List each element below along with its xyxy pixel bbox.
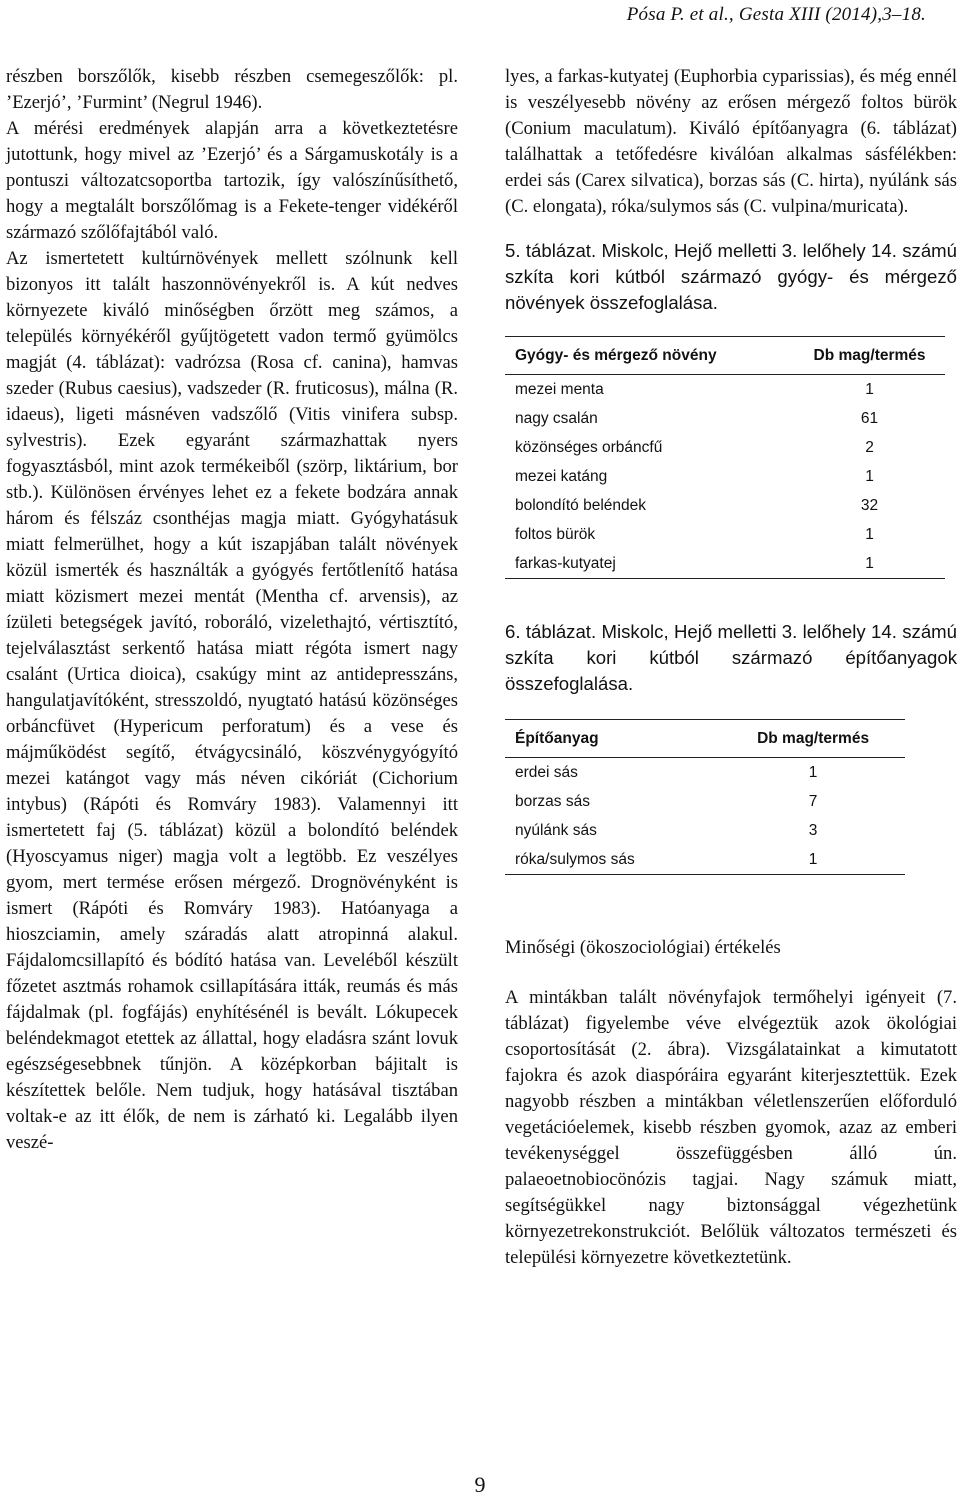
table5-header-count: Db mag/termés — [784, 337, 945, 375]
table5 — [505, 336, 945, 579]
table5-cell-name: mezei katáng — [515, 467, 608, 485]
running-header: Pósa P. et al., Gesta XIII (2014),3–18. — [626, 4, 926, 25]
table5-cell-count: 1 — [865, 467, 874, 485]
table6-cell-count: 1 — [711, 845, 905, 875]
paragraph-continuation: részben borszőlők, kisebb részben csemegeszőlők: pl. ’Ezerjó’, ’Furmint’ (Negrul 1946). — [6, 66, 458, 113]
table5-cell-name: bolondító beléndek — [515, 496, 647, 514]
table-row — [505, 491, 945, 520]
paragraph-continued-toxic-plants: lyes, a farkas-kutyatej (Euphorbia cyparissias), és még ennél is veszélyesebb növény az erősen mérgező foltos bürök (Conium maculatum). Kiváló építőanyagra (6. táblázat) találhattak a tetőfedésre kiválóan alkalmas sásfélékben: erdei sás (Carex silvatica), borzas sás (C. hirta), nyúlánk sás (C. elongata), róka/sulymos sás (C. vulpina/muricata). — [505, 66, 957, 217]
table-row — [505, 462, 945, 491]
table-row — [505, 845, 905, 875]
table-row — [505, 520, 945, 549]
table6-caption: 6. táblázat. Miskolc, Hejő melletti 3. lelőhely 14. számú szkíta kori kútból származó építőanyagok összefoglalása. — [505, 621, 957, 694]
right-column — [505, 64, 957, 1271]
table-row — [505, 787, 905, 816]
table5-cell-name: nagy csalán — [515, 409, 598, 427]
table5-cell-count: 1 — [865, 525, 874, 543]
table6-header-material: Építőanyag — [505, 720, 711, 758]
table6-header-count: Db mag/termés — [711, 720, 905, 758]
table-row — [505, 549, 945, 579]
table6-cell-count: 1 — [808, 763, 818, 781]
table-row — [505, 816, 905, 845]
table-row — [505, 433, 945, 462]
table6 — [505, 719, 905, 875]
table-row — [505, 375, 945, 405]
table5-cell-name: mezei menta — [515, 380, 604, 398]
table5-cell-count: 32 — [860, 496, 879, 514]
table-row — [505, 758, 905, 788]
table6-cell-name: nyúlánk sás — [515, 821, 597, 839]
table5-caption: 5. táblázat. Miskolc, Hejő melletti 3. lelőhely 14. számú szkíta kori kútból származó gyógy- és mérgező növények összefoglalása. — [505, 240, 957, 313]
table6-cell-name: erdei sás — [515, 763, 578, 781]
table5-cell-count: 1 — [784, 549, 945, 579]
table6-cell-name: borzas sás — [515, 792, 590, 810]
paragraph-qualitative-evaluation: A mintákban talált növényfajok termőhelyi igényeit (7. táblázat) figyelembe véve elvégeztük azok ökológiai csoportosítását (2. ábra). Vizsgálatainkat a kimutatott fajokra és azok diaspóráira egyaránt kiterjesztettük. Ezek nagyobb részben a mintákban véletlenszerűen előforduló vegetációelemek, kisebb részben gyomok, azaz az emberi tevékenységgel összefüggésben álló ún. palaeoetnobiocönózis tagjai. Nagy számuk miatt, segítségükkel nagy biztonsággal végezhetünk környezetrekonstrukciót. Belőlük változatos természeti és települési környezetre következtetünk. — [505, 987, 957, 1268]
table6-cell-count: 7 — [808, 792, 818, 810]
table5-cell-name: közönséges orbáncfű — [515, 438, 663, 456]
table5-cell-name: foltos bürök — [515, 525, 596, 543]
paragraph-useful-plants: Az ismertetett kultúrnövények mellett szólnunk kell bizonyos itt talált haszonnövényekről is. A kút nedves környezete kiváló minőségben őrzött meg számos, a település környékéről gyűjtögetett vadon termő gyümölcs magját (4. táblázat): vadrózsa (Rosa cf. canina), hamvas szeder (Rubus caesius), vadszeder (R. fruticosus), málna (R. idaeus), ligeti másnéven vadszőlő (Vitis vinifera subsp. sylvestris). Ezek egyaránt származhattak nyers fogyasztásból, mint azok termékeiből (szörp, liktárium, bor stb.). Különösen érvényes lehet ez a fekete bodzára annak három és félszáz csonthéjas magja miatt. Gyógyhatásuk miatt felmerülhet, hogy a kút iszapjában talált növények közül ismerték és használták a gyógyés fertőtlenítő hatása miatt közismert mezei mentát (Mentha cf. arvensis), az ízületi betegségek javító, roboráló, vizelethajtó, vértisztító, tejelválasztást serkentő hatása miatt régóta ismert nagy csalánt (Urtica dioica), csakúgy mint az antidepresszáns, hangulatjavítóként, stresszoldó, nyugtató hatású közönséges orbáncfüvet (Hypericum perforatum) és a vese és májműködést segítő, étvágycsináló, köszvénygyógyító mezei katángot vagy más néven cikóriát (Cichorium intybus) (Rápóti és Romváry 1983). Valamennyi itt ismertetett faj (5. táblázat) közül a bolondító beléndek (Hyoscyamus niger) magja volt a legtöbb. Ez veszélyes gyom, mert termése erősen mérgező. Drognövényként is ismert (Rápóti és Romváry 1983). Hatóanyaga a hioszciamin, amely száradás alatt atropinná alakul. Fájdalomcsillapító és bódító hatása van. Leveléből készült főzetet asztmás rohamok csillapítására itták, reumás és más fájdalmak (pl. fogfájás) enyhítésénél is bevált. Lókupecek beléndekmagot etettek az állattal, hogy eladásra szánt lovuk egészségesebbnek tűnjön. A középkorban bájitalt is készítettek belőle. Nem tudjuk, hogy hatásával tisztában voltak-e az itt élők, de nem is zárható ki. Legalább ilyen veszé- — [6, 248, 458, 1153]
table5-cell-count: 2 — [865, 438, 874, 456]
section-title: Minőségi (ökoszociológiai) értékelés — [505, 937, 781, 958]
table5-cell-count: 61 — [860, 409, 879, 427]
table5-cell-name: farkas-kutyatej — [505, 549, 784, 579]
left-column — [6, 64, 458, 1156]
table5-header-plant: Gyógy- és mérgező növény — [505, 337, 784, 375]
table6-cell-count: 3 — [808, 821, 818, 839]
table5-cell-count: 1 — [865, 380, 874, 398]
paragraph-measurement-results: A mérési eredmények alapján arra a következtetésre jutottunk, hogy mivel az ’Ezerjó’ és a Sárgamuskotály is a pontuszi változatcsoportba tartozik, így valószínűsíthető, hogy a megtalált borszőlőmag is a Fekete-tenger vidékéről származó szőlőfajtából való. — [6, 118, 458, 243]
page-number: 9 — [474, 1472, 486, 1497]
table6-cell-name: róka/sulymos sás — [505, 845, 711, 875]
table-row — [505, 404, 945, 433]
